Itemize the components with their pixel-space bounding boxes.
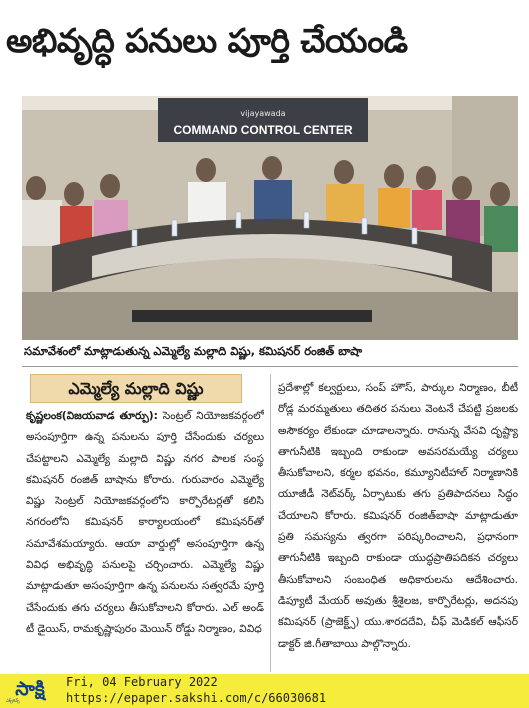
wall-logo-text: vijayawada (240, 109, 286, 118)
article-column-1 (26, 406, 264, 672)
column-2-text: ప్రదేశాల్లో కల్వర్టులు, సంప్ హౌస్, పార్కుల నిర్మాణం, బీటీ రోడ్ల మరమ్మతులు తదితర పనులు వెంటనే చేపట్టి ప్రజలకు అసౌకర్యం లేకుండా చూడాలన్నారు. రానున్న వేసవి దృష్ట్యా తాగునీటికి ఇబ్బంది రాకుండా అవసరమయ్యే చర్యలు తీసుకోవాలని, కర్మల భవనం, కమ్యూనిటీహాల్ నిర్మాణానికి యూజీడీ నెట్‌వర్క్ ఏర్పాటుకు తగు ప్రతిపాదనలు సిద్ధం చేయాలని కోరారు. కమిషనర్ రంజిత్‌బాషా మాట్లాడుతూ ప్రతి సమస్యను త్వరగా పరిష్కరించాలని, ప్రధానంగా తాగునీటికి ఇబ్బంది రాకుండా యుద్ధప్రాతిపదికన చర్యలు తీసుకోవాలని సంబంధిత అధికారులను ఆదేశించారు. డిప్యూటీ మేయర్ అవుతు శ్రీశైలజ, కార్పొరేటర్లు, అదనపు కమిషనర్ (ప్రాజెక్ట్స్) యు.శారదదేవి, చీఫ్ మెడికల్ ఆఫీసర్ డాక్టర్ జి.గీతాబాయి పాల్గొన్నారు. (278, 382, 518, 650)
article-column-2 (278, 378, 518, 672)
column-divider (270, 374, 271, 672)
epaper-footer (0, 674, 529, 708)
caption-divider (22, 366, 518, 367)
photo-caption: సమావేశంలో మాట్లాడుతున్న ఎమ్మెల్యే మల్లాది విష్ణు, కమిషనర్ రంజిత్ బాషా (24, 344, 363, 358)
headline: అభివృద్ధి పనులు పూర్తి చేయండి (6, 21, 408, 60)
news-photo (22, 96, 518, 340)
column-1-text: సెంట్రల్ నియోజకవర్గంలో అసంపూర్తిగా ఉన్న పనులను పూర్తి చేసేందుకు చర్యలు చేపట్టాలని ఎమ్మెల్యే మల్లాది విష్ణు నగర పాలక సంస్థ కమిషనర్ రంజిత్ బాషాను కోరారు. గురువారం ఎమ్మెల్యే విష్ణు సెంట్రల్ నియోజకవర్గంలోని కార్పొరేటర్లతో కలిసి నగరంలోని కమిషనర్ కార్యాలయంలో కమిషనర్‌తో సమావేశమయ్యారు. ఆయా వార్డుల్లో అసంపూర్తిగా ఉన్న వివిధ అభివృద్ధి పనులపై చర్చించారు. ఎమ్మెల్యే విష్ణు మాట్లాడుతూ అసంపూర్తిగా ఉన్న పనులను సత్వరమే పూర్తి చేసేందుకు తగు చర్యలు తీసుకోవాలని కోరారు. ఎల్ అండ్ టీ డైయిస్, రామకృష్ణాపురం మెయిన్ రోడ్డు నిర్మాణం, వివిధ (26, 410, 264, 635)
edition-date: Fri, 04 February 2022 (66, 675, 218, 689)
article-subhead: ఎమ్మెల్యే మల్లాది విష్ణు (30, 374, 242, 403)
meeting-photo-illustration (22, 96, 518, 340)
dateline: కృష్ణలంక(విజయవాడ తూర్పు): (26, 410, 158, 422)
wall-sign-text: COMMAND CONTROL CENTER (173, 123, 353, 137)
sakshi-logo: సాక్షి (15, 678, 45, 700)
logo-tagline: ఎక్స్‌లెన్స్ (6, 698, 20, 703)
epaper-link[interactable]: https://epaper.sakshi.com/c/66030681 (66, 691, 327, 705)
